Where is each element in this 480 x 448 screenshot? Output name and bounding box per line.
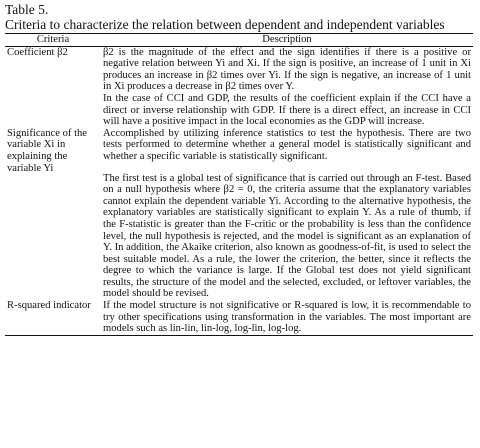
table-row bbox=[5, 300, 473, 335]
row-criteria: Significance of the variable Xi in explaining the variable Yi bbox=[7, 127, 88, 174]
criteria-table bbox=[5, 34, 473, 336]
description-paragraph: Accomplished by utilizing inference statistics to test the hypothesis. There are two tests performed to determine whether a general model is statistically significant and whether a specific variable is statistically significant. bbox=[103, 127, 471, 162]
table-row bbox=[5, 46, 473, 128]
row-criteria: Coefficient β2 bbox=[7, 46, 68, 58]
row-description bbox=[101, 46, 473, 128]
table-header-row bbox=[5, 34, 473, 46]
table-number: Table 5. bbox=[5, 2, 49, 17]
row-description bbox=[101, 128, 473, 300]
table-row bbox=[5, 128, 473, 300]
row-description bbox=[101, 300, 473, 335]
table-title: Criteria to characterize the relation between dependent and independent variables bbox=[5, 17, 445, 32]
description-paragraph: The first test is a global test of significance that is carried out through an F-test. Based on a null hypothesis where β2 = 0, the criteria assume that the explanatory variables cannot explain the dependent variable Yi. According to the alternative hypothesis, the explanatory variables are statistically significant to explain Y. As a rule of thumb, if the F-statistic is greater than the F-critic or the probability is less than the confidence level, the null hypothesis is rejected, and the model is significant as an explanation of Y. In addition, the Akaike criterion, also known as goodness-of-fit, is used to select the best suitable model. As a rule, the lower the criterion, the better, since it reflects the degree to which the variance is large. If the Global test does not yield significant results, the structure of the model and the selected, excluded, or leftover variables, the model should be revised. bbox=[103, 172, 471, 300]
document-page bbox=[5, 0, 473, 336]
header-description: Description bbox=[101, 34, 473, 46]
row-criteria: R-squared indicator bbox=[5, 300, 101, 335]
description-paragraph: β2 is the magnitude of the effect and the sign identifies if there is a positive or negative relation between Yi and Xi. If the sign is positive, an increase of 1 unit in Xi produces an increase in β2 times over Yi. If the sign is negative, an increase of 1 unit in Xi produces a decrease in β2 times over Y. bbox=[103, 46, 471, 93]
header-criteria: Criteria bbox=[5, 34, 101, 46]
description-paragraph: If the model structure is not significative or R-squared is low, it is recommendable to try other specifications using transformation in the variables. The most important are models such as lin-lin, lin-log, log-lin, log-log. bbox=[103, 300, 471, 335]
description-paragraph: In the case of CCI and GDP, the results of the coefficient explain if the CCI have a direct or inverse relationship with GDP. If there is a direct effect, an increase in CCI will have a positive impact in the local economies as the GDP will increase. bbox=[103, 92, 471, 128]
table-caption bbox=[5, 2, 473, 32]
